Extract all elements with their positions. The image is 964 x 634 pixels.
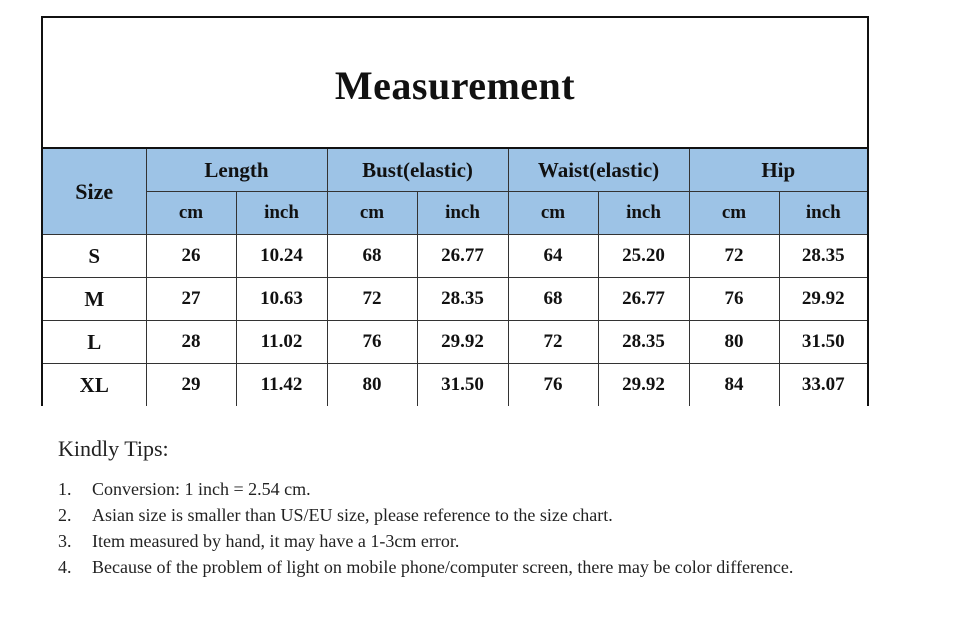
table-cell: 27 — [146, 278, 236, 321]
group-header-waist: Waist(elastic) — [508, 149, 689, 192]
size-cell: XL — [43, 364, 146, 407]
tip-number: 2. — [58, 505, 72, 525]
table-cell: 31.50 — [779, 321, 867, 364]
size-table — [43, 149, 867, 406]
group-header-hip: Hip — [689, 149, 867, 192]
table-cell: 33.07 — [779, 364, 867, 407]
table-cell: 72 — [689, 235, 779, 278]
table-row-l — [43, 321, 867, 364]
tips-list — [58, 476, 858, 580]
unit-header: inch — [779, 192, 867, 235]
group-header-bust: Bust(elastic) — [327, 149, 508, 192]
unit-header-row — [43, 192, 867, 235]
table-cell: 11.02 — [236, 321, 327, 364]
tip-item — [58, 502, 858, 528]
unit-header: cm — [689, 192, 779, 235]
table-cell: 26.77 — [417, 235, 508, 278]
table-cell: 80 — [327, 364, 417, 407]
group-header-row — [43, 149, 867, 192]
tip-text: Asian size is smaller than US/EU size, please reference to the size chart. — [92, 505, 613, 525]
unit-header: inch — [236, 192, 327, 235]
table-cell: 76 — [327, 321, 417, 364]
unit-header: cm — [146, 192, 236, 235]
unit-header: cm — [327, 192, 417, 235]
table-cell: 29 — [146, 364, 236, 407]
tip-item — [58, 528, 858, 554]
table-cell: 76 — [689, 278, 779, 321]
tips-title: Kindly Tips: — [58, 436, 169, 461]
table-cell: 80 — [689, 321, 779, 364]
table-cell: 28.35 — [779, 235, 867, 278]
table-cell: 76 — [508, 364, 598, 407]
title-row — [43, 18, 867, 149]
table-cell: 10.24 — [236, 235, 327, 278]
size-cell: M — [43, 278, 146, 321]
table-cell: 10.63 — [236, 278, 327, 321]
table-cell: 29.92 — [779, 278, 867, 321]
tip-number: 4. — [58, 557, 72, 577]
table-cell: 31.50 — [417, 364, 508, 407]
table-cell: 64 — [508, 235, 598, 278]
table-cell: 72 — [508, 321, 598, 364]
size-cell: S — [43, 235, 146, 278]
tip-item — [58, 476, 858, 502]
table-cell: 26.77 — [598, 278, 689, 321]
table-cell: 84 — [689, 364, 779, 407]
size-cell: L — [43, 321, 146, 364]
group-header-length: Length — [146, 149, 327, 192]
table-cell: 29.92 — [598, 364, 689, 407]
chart-title: Measurement — [334, 63, 576, 108]
table-row-xl — [43, 364, 867, 407]
size-chart — [41, 16, 869, 406]
table-cell: 25.20 — [598, 235, 689, 278]
tip-number: 1. — [58, 479, 72, 499]
table-row-m — [43, 278, 867, 321]
tip-number: 3. — [58, 531, 72, 551]
size-column-header: Size — [43, 149, 146, 235]
table-cell: 29.92 — [417, 321, 508, 364]
kindly-tips — [58, 436, 858, 580]
table-cell: 68 — [327, 235, 417, 278]
tip-text: Because of the problem of light on mobile phone/computer screen, there may be color difference. — [92, 557, 794, 577]
table-cell: 26 — [146, 235, 236, 278]
table-cell: 11.42 — [236, 364, 327, 407]
unit-header: cm — [508, 192, 598, 235]
unit-header: inch — [417, 192, 508, 235]
tip-text: Conversion: 1 inch = 2.54 cm. — [92, 479, 311, 499]
table-cell: 28.35 — [417, 278, 508, 321]
unit-header: inch — [598, 192, 689, 235]
table-cell: 68 — [508, 278, 598, 321]
tip-item — [58, 554, 858, 580]
table-row-s — [43, 235, 867, 278]
table-cell: 28 — [146, 321, 236, 364]
tip-text: Item measured by hand, it may have a 1-3cm error. — [92, 531, 460, 551]
table-cell: 28.35 — [598, 321, 689, 364]
table-cell: 72 — [327, 278, 417, 321]
